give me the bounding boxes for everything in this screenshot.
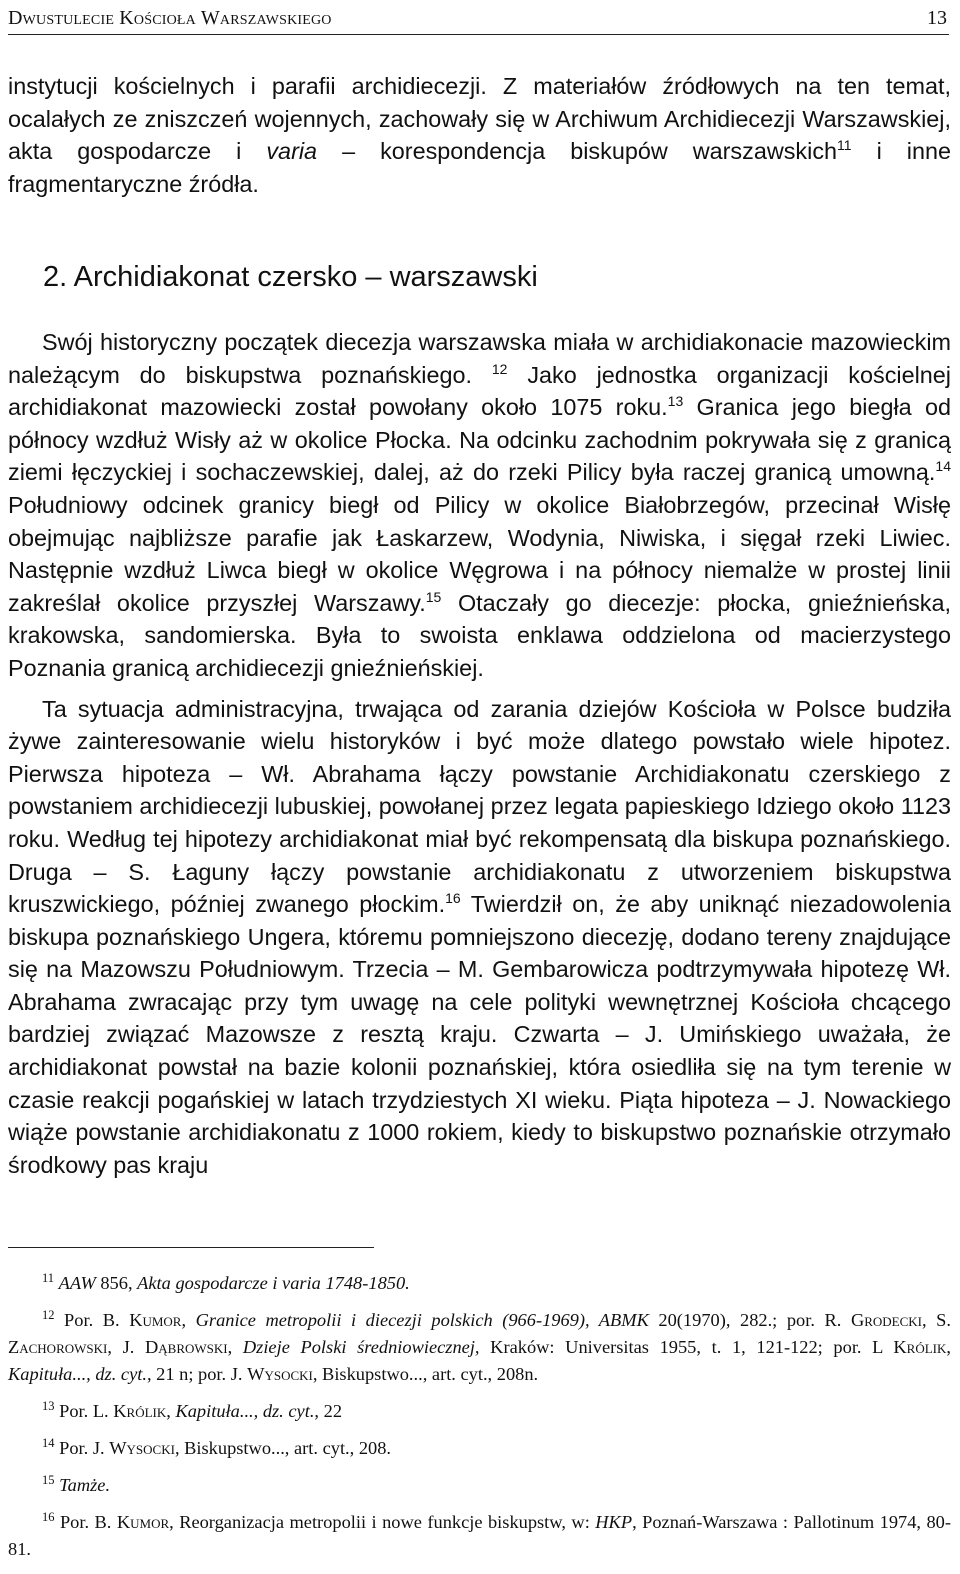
footnote-ref-15: 15: [425, 588, 442, 605]
footnote-text: ,: [166, 1401, 176, 1421]
footnote-text: Kraków: Universitas 1955, t. 1, 121-122; por. L: [479, 1337, 894, 1357]
body-text: Twierdził on, że aby uniknąć niezadowolenia biskupa poznańskiego Ungera, któremu pomniejszono diecezję, dodano tereny znajdujące się na Mazowszu Południowym. Trzecia – M. Gembarowicza podtrzymywała hipotezę Wł. Abrahama zwracając przy tym uwagę na cele polityki wewnętrznej Kościoła chcącego bardziej związać Mazowsze z resztą kraju. Czwarta – J. Umińskiego uważała, że archidiakonat powstał na bazie kolonii poznańskiej, która osiedliła się na tym terenie w czasie reakcji pogańskiej w latach trzydziestych XI wieku. Piąta hipoteza – J. Nowackiego wiąże powstanie archidiakonatu z 1000 rokiem, kiedy to biskupstwo poznańskie otrzymało środkowy pas kraju: [8, 891, 951, 1178]
footnote-ref-13: 13: [667, 393, 684, 410]
footnote-text: AAW: [58, 1273, 96, 1293]
work-title: HKP: [595, 1512, 633, 1532]
footnote-text: , Biskupstwo..., art. cyt., 208.: [174, 1438, 392, 1458]
footnote-text: ,: [181, 1310, 196, 1330]
footnote-text: , Reorganizacja metropolii i nowe funkcje biskupstw, w:: [169, 1512, 596, 1532]
footnote-ref-16: 16: [445, 890, 461, 907]
author-name: Wysocki: [247, 1364, 313, 1384]
footnote-text: , 21 n; por. J.: [146, 1364, 248, 1384]
work-title: Dzieje Polski średniowiecznej,: [242, 1337, 480, 1357]
running-header: [8, 4, 949, 35]
footnote-number: 13: [42, 1398, 55, 1413]
footnotes: [8, 1270, 951, 1573]
footnote-13: [8, 1398, 951, 1425]
footnote-text: Por. L.: [54, 1401, 114, 1421]
footnote-12: [8, 1307, 951, 1388]
footnote-11: [8, 1270, 951, 1297]
paragraph-2: [8, 693, 951, 1182]
footnote-number: 15: [42, 1472, 55, 1487]
author-name: Wysocki: [109, 1438, 175, 1458]
section-body: [8, 326, 951, 1181]
footnote-14: [8, 1435, 951, 1462]
running-title: Dwustulecie Kościoła Warszawskiego: [8, 7, 332, 29]
footnote-number: 11: [42, 1270, 55, 1285]
footnote-text: , 22: [314, 1401, 343, 1421]
footnote-text: , J.: [107, 1337, 145, 1357]
footnote-ref-12: 12: [491, 360, 508, 377]
body-text: Jako jednostka organizacji kościelnej archidiakonat mazowiecki został powołany około 1075 roku.: [8, 361, 952, 421]
footnote-text: Por. J.: [54, 1438, 110, 1458]
footnote-15: [8, 1472, 951, 1499]
work-title: Kapituła..., dz. cyt.: [175, 1401, 315, 1421]
body-text: Południowy odcinek granicy biegł od Pilicy w okolice Białobrzegów, przecinał Wisłę obejmując najbliższe parafie jak Łaskarzew, Wodynia, Niwiska, i sięgał rzeki Liwiec. Następnie wzdłuż Liwca biegł w okolice Węgrowa i na północy niemalże w prostej linii zakreślał okolice przyszłej Warszawy.: [8, 491, 951, 616]
intro-text: i inne fragmentaryczne źródła.: [8, 138, 952, 197]
intro-text: – korespondencja biskupów warszawskich: [317, 138, 838, 165]
footnote-text: 856,: [95, 1273, 138, 1293]
body-text: Swój historyczny początek diecezja warszawska miała w archidiakonacie mazowieckim należącym do biskupstwa poznańskiego.: [8, 329, 951, 388]
footnote-text: Akta gospodarcze i varia 1748-1850.: [137, 1273, 410, 1293]
author-name: Królik: [113, 1401, 167, 1421]
author-name: Kumor: [129, 1310, 182, 1330]
footnote-text: Por. B.: [54, 1310, 130, 1330]
intro-text: instytucji kościelnych i parafii archidiecezji. Z materiałów źródłowych na ten temat, ocalałych ze zniszczeń wojennych, zachowały się w Archiwum Archidiecezji Warszawskiej, akta gospodarcze i: [8, 73, 951, 165]
footnote-ref-14: 14: [935, 458, 951, 475]
footnote-divider: [8, 1247, 374, 1248]
footnote-text: ,: [227, 1337, 243, 1357]
footnote-number: 12: [42, 1307, 55, 1322]
footnote-16: [8, 1509, 951, 1563]
work-title: Kapituła..., dz. cyt.: [8, 1364, 147, 1384]
footnote-text: Tamże.: [59, 1475, 111, 1495]
body-text: Granica jego biegła od północy wzdłuż Wisły aż w okolice Płocka. Na odcinku zachodnim pokrywała się z granicą ziemi łęczyckiej i sochaczewskiej, dalej, aż do rzeki Pilicy była raczej granicą umowną.: [8, 394, 951, 486]
varia-term: varia: [266, 138, 318, 165]
author-name: Dąbrowski: [145, 1337, 228, 1357]
footnote-text: Por. B.: [54, 1512, 117, 1532]
footnote-text: , Poznań-Warszawa : Pallotinum 1974, 80-81.: [8, 1512, 951, 1559]
footnote-number: 16: [42, 1509, 55, 1524]
author-name: Grodecki: [850, 1310, 923, 1330]
footnote-text: 20(1970), 282.; por. R.: [648, 1310, 851, 1330]
body-text: Ta sytuacja administracyjna, trwająca od zarania dziejów Kościoła w Polsce budziła żywe zainteresowanie wielu historyków i być może dlatego powstało wiele hipotez. Pierwsza hipoteza – Wł. Abrahama łączy powstanie Archidiakonatu czerskiego z powstaniem archidiecezji lubuskiej, powołanej przez legata papieskiego Idziego około 1123 roku. Według tej hipotezy archidiakonat miał być rekompensatą dla biskupa poznańskiego. Druga – S. Łaguny łączy powstanie archidiakonatu z utworzeniem biskupstwa kruszwickiego, później zwanego płockim.: [8, 695, 951, 918]
intro-paragraph: [8, 70, 951, 200]
footnote-ref-11: 11: [837, 137, 852, 154]
page-number: 13: [927, 7, 947, 29]
section-heading: 2. Archidiakonat czersko – warszawski: [43, 261, 538, 293]
author-name: Zachorowski: [8, 1337, 108, 1357]
author-name: Królik: [893, 1337, 947, 1357]
paragraph-1: [8, 326, 951, 685]
footnote-text: , S.: [922, 1310, 952, 1330]
author-name: Kumor: [116, 1512, 170, 1532]
footnote-text: , Biskupstwo..., art. cyt., 208n.: [312, 1364, 539, 1384]
body-text: Otaczały go diecezje: płocka, gnieźnieńska, krakowska, sandomierska. Była to swoista enklawa oddzielona od macierzystego Poznania granicą archidiecezji gnieźnieńskiej.: [8, 589, 951, 681]
footnote-number: 14: [42, 1435, 55, 1450]
work-title: Granice metropolii i diecezji polskich (966-1969), ABMK: [195, 1310, 649, 1330]
footnote-text: ,: [946, 1337, 951, 1357]
